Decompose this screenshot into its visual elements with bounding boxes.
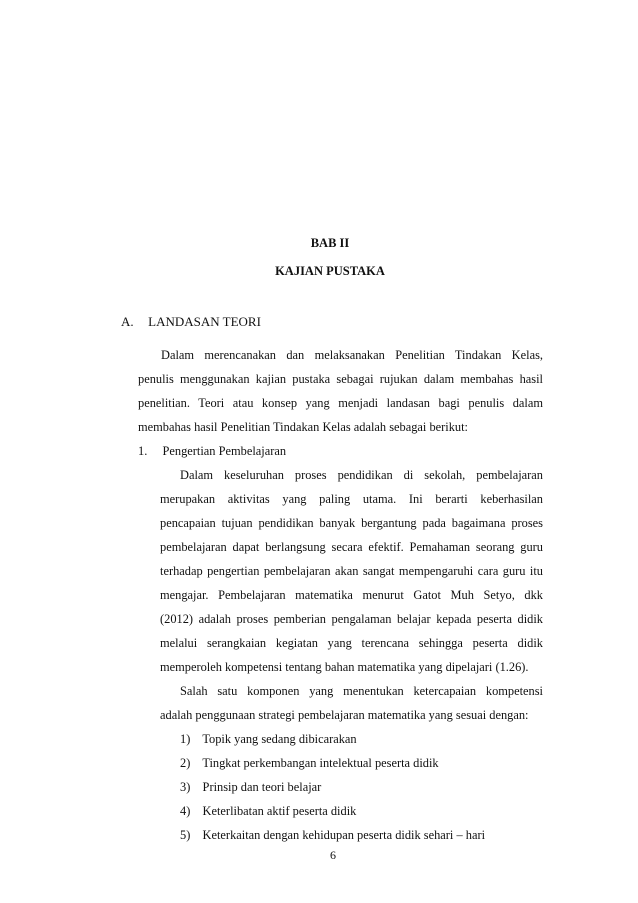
subsection-heading xyxy=(138,443,286,459)
para1-line: pembelajaran dapat berlangsung secara efektif. Pemahaman seorang guru xyxy=(160,540,543,554)
para2-line: Salah satu komponen yang menentukan ketercapaian kompetensi xyxy=(180,684,543,698)
list-item-text: Prinsip dan teori belajar xyxy=(202,780,322,794)
intro-line: Dalam merencanakan dan melaksanakan Penelitian Tindakan Kelas, xyxy=(161,348,543,362)
subsection-label: 1. xyxy=(138,444,148,458)
list-item xyxy=(180,731,357,747)
list-item-number: 1) xyxy=(180,732,191,746)
list-item-text: Tingkat perkembangan intelektual peserta didik xyxy=(202,756,439,770)
list-item xyxy=(180,827,485,843)
list-item xyxy=(180,803,356,819)
para1-line: pencapaian tujuan pendidikan banyak bergantung pada bagaimana proses xyxy=(160,516,543,530)
section-title: LANDASAN TEORI xyxy=(148,314,261,329)
page-number: 6 xyxy=(330,848,336,862)
para1-line: Dalam keseluruhan proses pendidikan di sekolah, pembelajaran xyxy=(180,468,543,482)
list-item xyxy=(180,755,439,771)
list-item-number: 5) xyxy=(180,828,191,842)
intro-line: penelitian. Teori atau konsep yang menjadi landasan bagi penulis dalam xyxy=(138,396,543,410)
list-item-number: 2) xyxy=(180,756,191,770)
subsection-title: Pengertian Pembelajaran xyxy=(162,444,287,458)
section-label: A. xyxy=(121,314,134,329)
list-item-text: Keterkaitan dengan kehidupan peserta didik sehari – hari xyxy=(202,828,486,842)
chapter-title: KAJIAN PUSTAKA xyxy=(275,264,385,278)
para2-line: adalah penggunaan strategi pembelajaran matematika yang sesuai dengan: xyxy=(160,708,529,722)
para1-line: melalui serangkaian kegiatan yang terencana sehingga peserta didik xyxy=(160,636,543,650)
intro-line: membahas hasil Penelitian Tindakan Kelas adalah sebagai berikut: xyxy=(138,420,468,434)
list-item-text: Topik yang sedang dibicarakan xyxy=(202,732,357,746)
para1-line: merupakan aktivitas yang paling utama. Ini berarti keberhasilan xyxy=(160,492,543,506)
para1-line: memperoleh kompetensi tentang bahan matematika yang dipelajari (1.26). xyxy=(160,660,529,674)
list-item-number: 3) xyxy=(180,780,191,794)
list-item-text: Keterlibatan aktif peserta didik xyxy=(202,804,357,818)
para1-line: mengajar. Pembelajaran matematika menurut Gatot Muh Setyo, dkk xyxy=(160,588,543,602)
para1-line: (2012) adalah proses pemberian pengalaman belajar kepada peserta didik xyxy=(160,612,543,626)
para1-line: terhadap pengertian pembelajaran akan sangat mempengaruhi cara guru itu xyxy=(160,564,543,578)
section-heading xyxy=(121,314,261,330)
chapter-number: BAB II xyxy=(310,236,350,250)
list-item xyxy=(180,779,321,795)
list-item-number: 4) xyxy=(180,804,191,818)
intro-line: penulis menggunakan kajian pustaka sebagai rujukan dalam membahas hasil xyxy=(138,372,543,386)
